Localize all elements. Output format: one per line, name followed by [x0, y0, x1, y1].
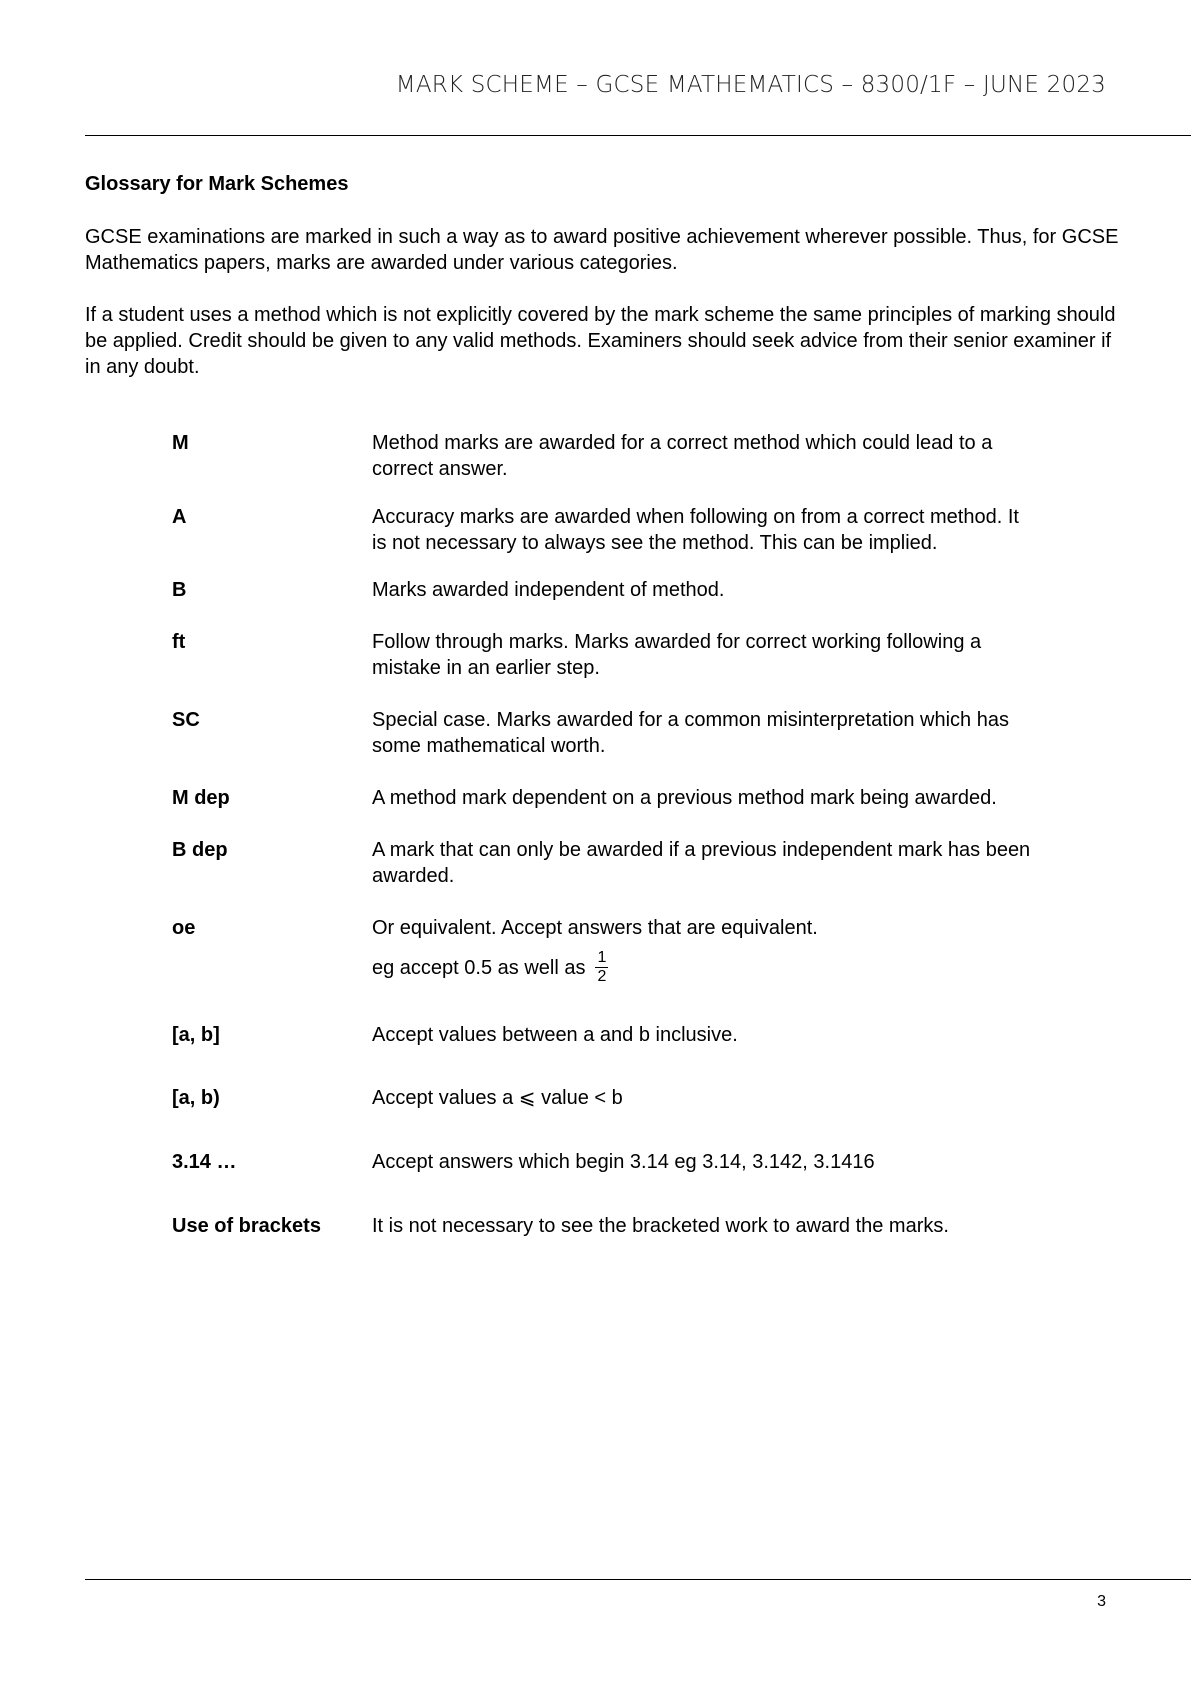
term-label: M [172, 432, 189, 454]
term-definition: Accept answers which begin 3.14 eg 3.14, 3.142, 3.1416 [372, 1151, 875, 1173]
glossary-row-use-of-brackets [172, 1213, 1072, 1239]
glossary-row-m-dep [172, 785, 1072, 811]
term-label: B dep [172, 839, 228, 861]
intro-paragraph: GCSE examinations are marked in such a way as to award positive achievement wherever possible. Thus, for GCSE Mathematics papers, marks are awarded under various categories. [85, 226, 1119, 274]
term-label: [a, b) [172, 1087, 220, 1109]
term-definition: Accept values a ⩽ value < b [372, 1087, 623, 1109]
term-label: 3.14 … [172, 1151, 237, 1173]
glossary-row-b [172, 577, 1072, 603]
term-definition: Accept values between a and b inclusive. [372, 1024, 738, 1046]
glossary-table [172, 430, 1072, 1239]
example-line [372, 949, 1032, 986]
term-label: Use of brackets [172, 1215, 321, 1237]
glossary-heading: Glossary for Mark Schemes [85, 173, 349, 195]
term-definition: Accuracy marks are awarded when following on from a correct method. It is not necessary to always see the method. This can be implied. [372, 506, 1019, 554]
term-definition: Or equivalent. Accept answers that are equivalent. [372, 917, 818, 939]
term-definition: Method marks are awarded for a correct method which could lead to a correct answer. [372, 432, 993, 480]
term-definition-block [372, 915, 1032, 986]
fraction-denominator: 2 [597, 968, 607, 985]
header-rule [85, 135, 1191, 136]
term-definition: It is not necessary to see the bracketed work to award the marks. [372, 1215, 949, 1237]
glossary-row-half-open-interval [172, 1085, 1072, 1111]
term-definition: A mark that can only be awarded if a previous independent mark has been awarded. [372, 839, 1031, 887]
term-label: [a, b] [172, 1024, 220, 1046]
term-definition: Follow through marks. Marks awarded for correct working following a mistake in an earlier step. [372, 631, 982, 679]
term-definition: Marks awarded independent of method. [372, 579, 725, 601]
example-text: eg accept 0.5 as well as [372, 956, 586, 979]
footer-rule [85, 1579, 1191, 1580]
term-label: oe [172, 917, 196, 939]
glossary-row-b-dep [172, 837, 1072, 889]
fraction-numerator: 1 [597, 949, 607, 966]
method-paragraph: If a student uses a method which is not explicitly covered by the mark scheme the same principles of marking should be applied. Credit should be given to any valid methods. Examiners should seek advice from their senior examiner if in any doubt. [85, 304, 1116, 378]
term-definition: Special case. Marks awarded for a common misinterpretation which has some mathematical worth. [372, 709, 1009, 757]
term-label: ft [172, 631, 186, 653]
term-label: M dep [172, 787, 230, 809]
term-label: A [172, 506, 187, 528]
glossary-row-oe [172, 915, 1072, 986]
term-label: B [172, 579, 187, 601]
glossary-row-a [172, 504, 1072, 556]
glossary-row-closed-interval [172, 1022, 1072, 1048]
glossary-row-ft [172, 629, 1072, 681]
term-label: SC [172, 709, 200, 731]
term-definition: A method mark dependent on a previous method mark being awarded. [372, 787, 997, 809]
glossary-row-3-14 [172, 1149, 1072, 1175]
page-number: 3 [1097, 1593, 1106, 1610]
glossary-row-m [172, 430, 1072, 482]
fraction-one-half [595, 949, 608, 986]
header-title: MARK SCHEME – GCSE MATHEMATICS – 8300/1F – JUNE 2023 [395, 72, 1106, 98]
glossary-row-sc [172, 707, 1072, 759]
